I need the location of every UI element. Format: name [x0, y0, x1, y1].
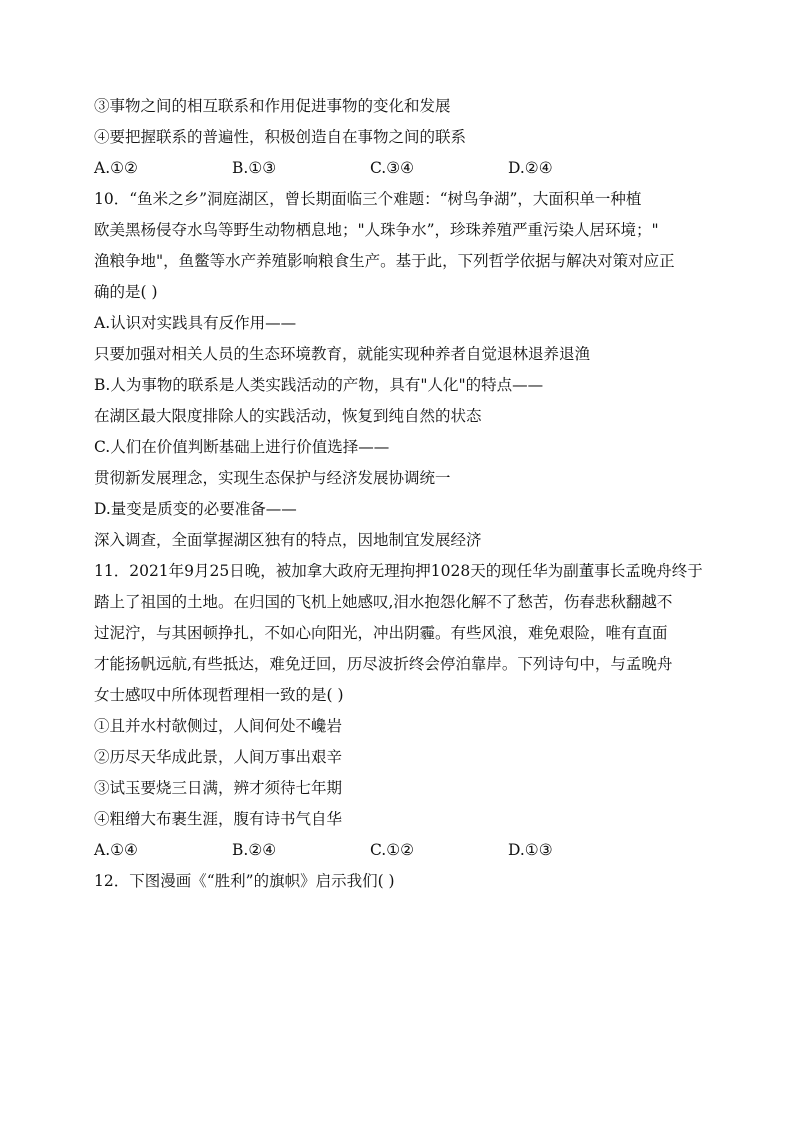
- q11-item-3: ③试玉要烧三日满，辨才须待七年期: [94, 779, 343, 797]
- q9-option-a: A.①②: [94, 159, 138, 177]
- q10-stem-line-1: 10．“鱼米之乡”洞庭湖区，曾长期面临三个难题：“树鸟争湖”，大面积单一种植: [94, 190, 642, 208]
- q10-option-a-basis: A.认识对实践具有反作用——: [94, 314, 297, 332]
- q10-option-b-measure: 在湖区最大限度排除人的实践活动，恢复到纯自然的状态: [94, 407, 482, 425]
- q11-options: [94, 840, 714, 860]
- q11-item-4: ④粗缯大布裹生涯，腹有诗书气自华: [94, 810, 343, 828]
- q12-stem: 12．下图漫画《“胜利”的旗帜》启示我们( ): [94, 872, 395, 890]
- q9-option-b: B.①③: [232, 159, 277, 177]
- q10-stem-line-4: 确的是( ): [94, 283, 158, 301]
- q10-option-b-basis: B.人为事物的联系是人类实践活动的产物，具有"人化"的特点——: [94, 376, 544, 394]
- q10-stem-line-2: 欧美黑杨侵夺水鸟等野生动物栖息地；"人珠争水”，珍珠养殖严重污染人居环境；": [94, 221, 659, 239]
- q11-option-d: D.①③: [508, 841, 553, 859]
- q9-item-4: ④要把握联系的普遍性，积极创造自在事物之间的联系: [94, 128, 467, 146]
- q11-item-2: ②历尽天华成此景，人间万事出艰辛: [94, 748, 343, 766]
- q11-stem-line-5: 女士感叹中所体现哲理相一致的是( ): [94, 686, 344, 704]
- q11-stem-line-2: 踏上了祖国的土地。在归国的飞机上她感叹,泪水抱怨化解不了愁苦，伤春悲秋翻越不: [94, 593, 673, 611]
- q10-option-c-measure: 贯彻新发展理念，实现生态保护与经济发展协调统一: [94, 469, 451, 487]
- q10-option-a-measure: 只要加强对相关人员的生态环境教育，就能实现种养者自觉退林退养退渔: [94, 345, 591, 363]
- q11-stem-line-4: 才能扬帆远航,有些抵达，难免迂回，历尽波折终会停泊靠岸。下列诗句中，与孟晚舟: [94, 655, 673, 673]
- q10-stem-line-3: 渔粮争地"，鱼鳖等水产养殖影响粮食生产。基于此，下列哲学依据与解决对策对应正: [94, 252, 675, 270]
- q10-option-d-measure: 深入调查，全面掌握湖区独有的特点，因地制宜发展经济: [94, 531, 482, 549]
- q9-options: [94, 158, 714, 178]
- q9-item-3: ③事物之间的相互联系和作用促进事物的变化和发展: [94, 97, 451, 115]
- q9-option-d: D.②④: [508, 159, 553, 177]
- q11-option-b: B.②④: [232, 841, 277, 859]
- q10-option-d-basis: D.量变是质变的必要准备——: [94, 500, 297, 518]
- q10-option-c-basis: C.人们在价值判断基础上进行价值选择——: [94, 438, 390, 456]
- q11-stem-line-1: 11．2021年9月25日晚，被加拿大政府无理拘押1028天的现任华为副董事长孟晚舟终于: [94, 562, 703, 580]
- q11-option-c: C.①②: [370, 841, 415, 859]
- q9-option-c: C.③④: [370, 159, 415, 177]
- q11-stem-line-3: 过泥泞，与其困顿挣扎，不如心向阳光，冲出阴霾。有些风浪，难免艰险，唯有直面: [94, 624, 668, 642]
- q11-option-a: A.①④: [94, 841, 138, 859]
- q11-item-1: ①且并水村欹侧过，人间何处不巉岩: [94, 717, 343, 735]
